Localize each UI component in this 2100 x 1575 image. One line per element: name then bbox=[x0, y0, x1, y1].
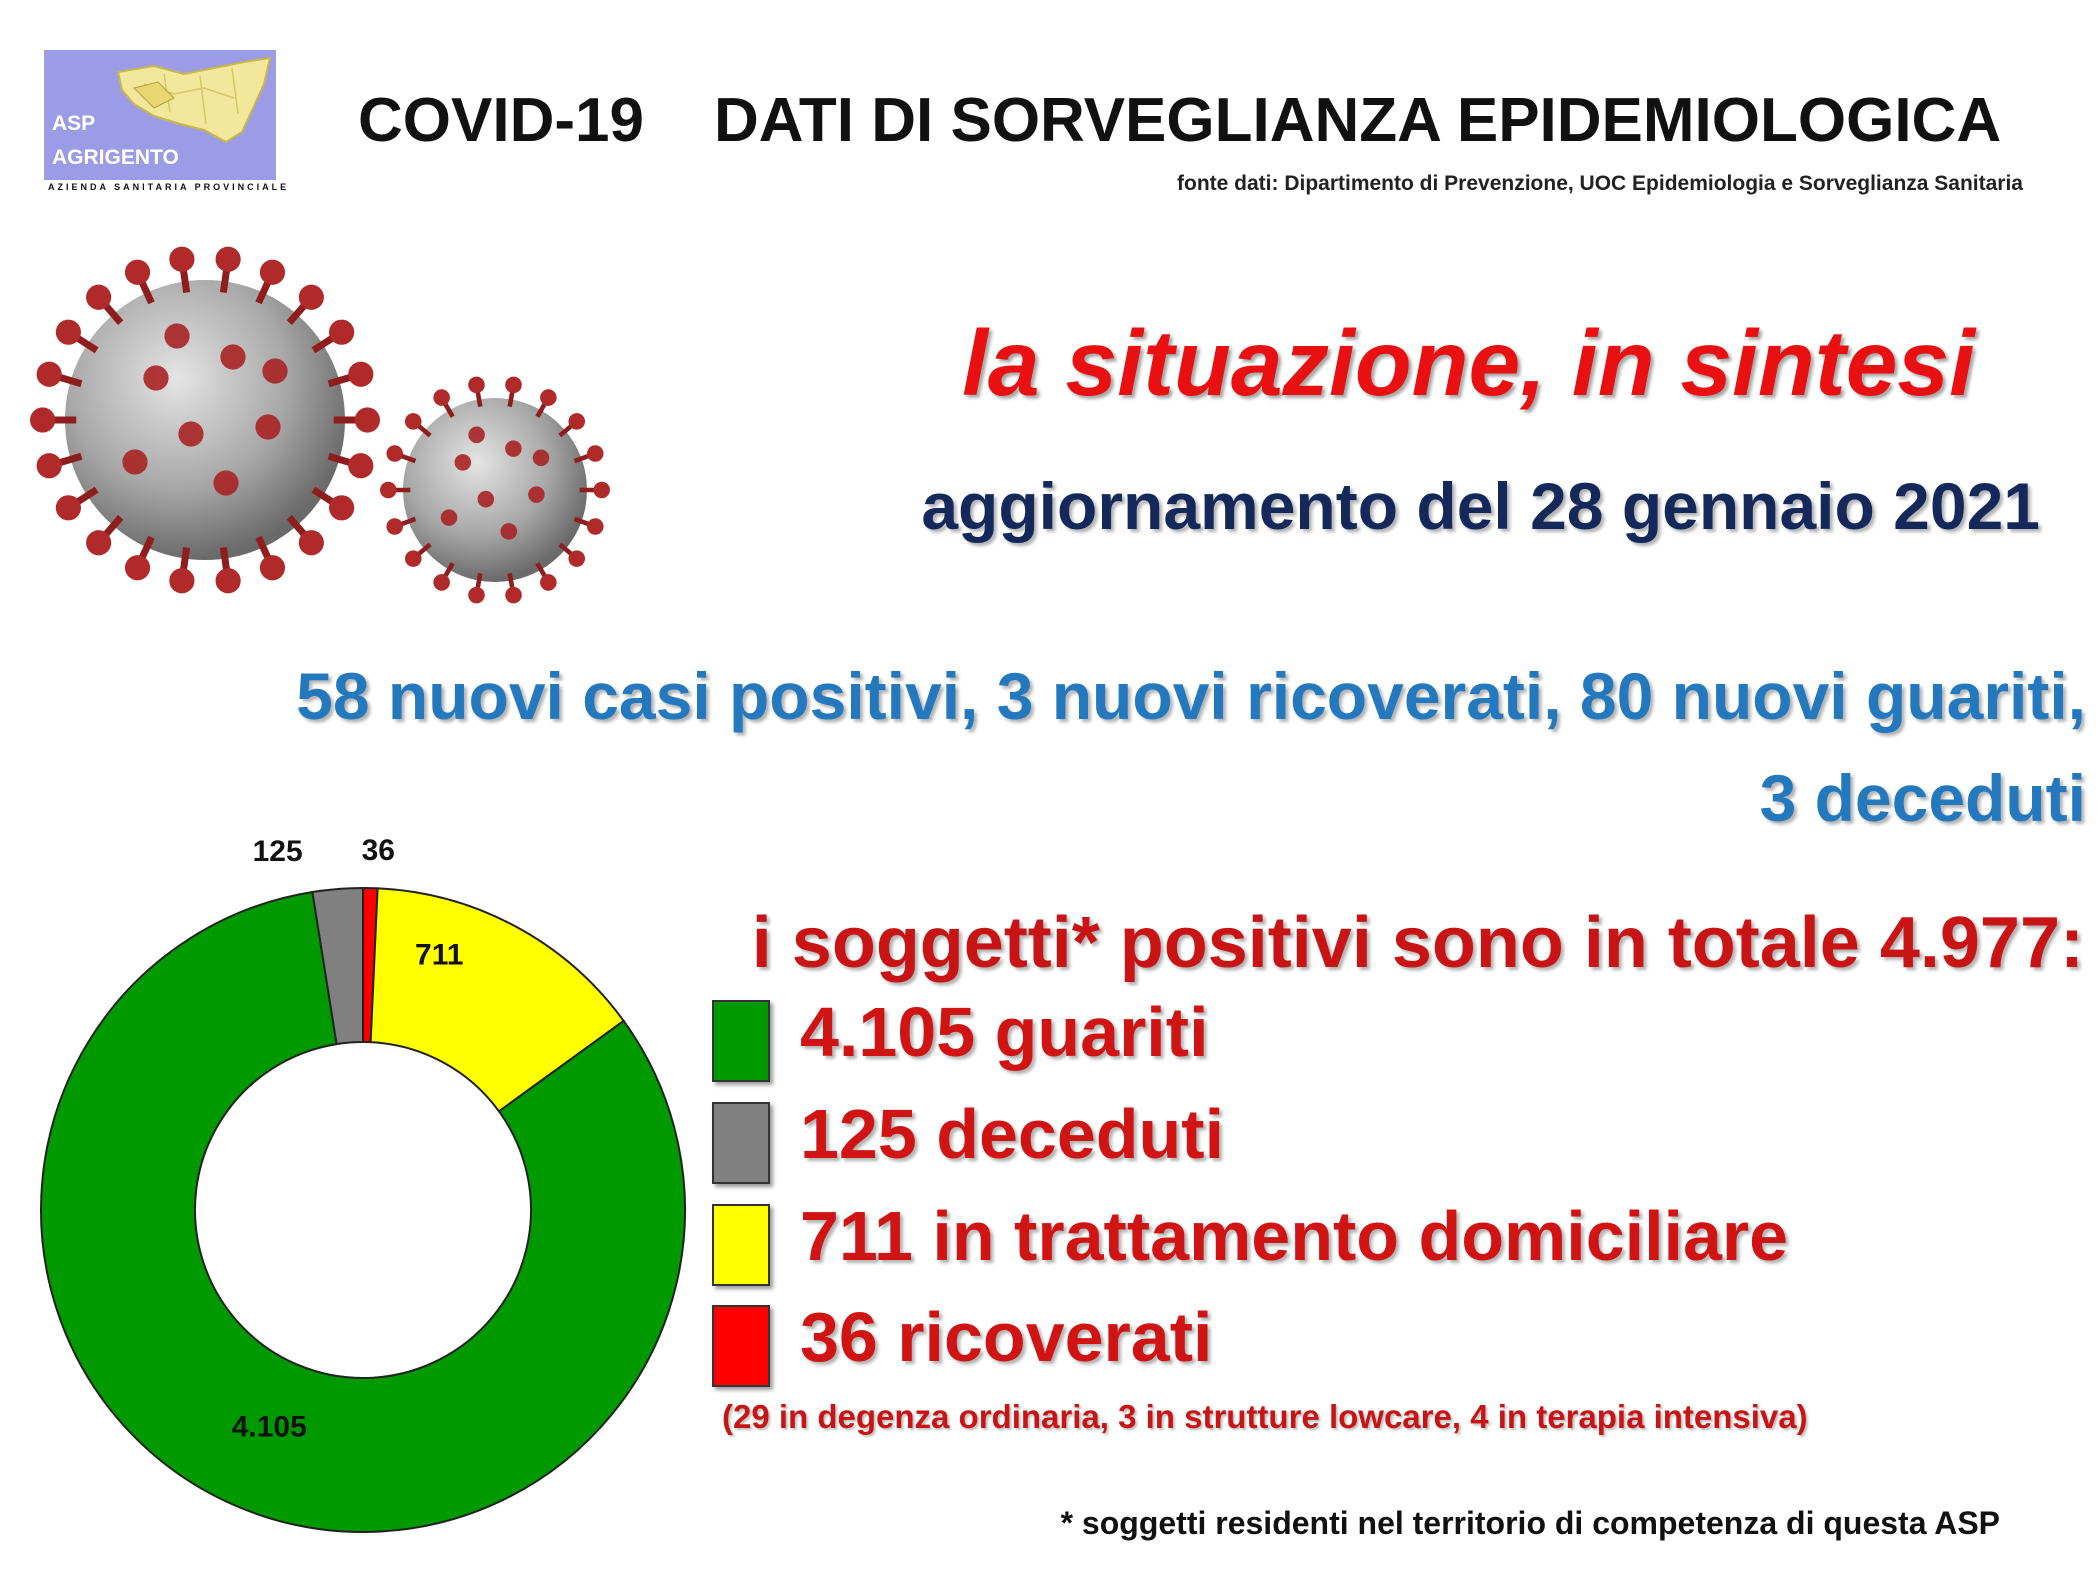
update-date: aggiornamento del 28 gennaio 2021 bbox=[921, 469, 2040, 543]
legend-label-ricoverati: 36 ricoverati bbox=[800, 1298, 1213, 1376]
logo-line2: AGRIGENTO bbox=[52, 146, 179, 169]
logo-subtitle: AZIENDA SANITARIA PROVINCIALE bbox=[48, 182, 290, 192]
virus-illustration bbox=[30, 220, 630, 610]
sicily-map-icon bbox=[114, 54, 274, 146]
daily-summary-line2: 3 deceduti bbox=[1759, 761, 2086, 835]
donut-chart bbox=[0, 820, 700, 1540]
logo-box bbox=[44, 50, 276, 180]
total-positives: i soggetti* positivi sono in totale 4.977: bbox=[751, 903, 2084, 983]
asp-logo bbox=[44, 50, 290, 198]
legend-swatch-ricoverati bbox=[712, 1305, 770, 1387]
legend-swatch-deceduti bbox=[712, 1102, 770, 1184]
legend-label-guariti: 4.105 guariti bbox=[800, 993, 1209, 1071]
legend-swatch-domiciliare bbox=[712, 1204, 770, 1286]
title-covid: COVID-19 bbox=[358, 86, 644, 155]
daily-summary-line1: 58 nuovi casi positivi, 3 nuovi ricoverati, 80 nuovi guariti, bbox=[296, 659, 2086, 733]
footnote: * soggetti residenti nel territorio di competenza di questa ASP bbox=[1060, 1505, 2000, 1541]
donut-label-guariti: 4.105 bbox=[231, 1410, 307, 1444]
donut-label-domiciliare: 711 bbox=[415, 938, 464, 972]
virus-small-icon bbox=[380, 377, 610, 604]
legend-label-domiciliare: 711 in trattamento domiciliare bbox=[800, 1197, 1789, 1275]
title-main: DATI DI SORVEGLIANZA EPIDEMIOLOGICA bbox=[713, 86, 2002, 155]
virus-large-icon bbox=[30, 247, 380, 594]
ricoverati-detail: (29 in degenza ordinaria, 3 in strutture lowcare, 4 in terapia intensiva) bbox=[722, 1398, 1808, 1435]
page-title bbox=[358, 85, 2001, 156]
donut-label-ricoverati: 36 bbox=[361, 834, 396, 868]
legend-label-deceduti: 125 deceduti bbox=[800, 1095, 1225, 1173]
headline: la situazione, in sintesi bbox=[962, 311, 1975, 415]
legend-swatch-guariti bbox=[712, 1000, 770, 1082]
source-note: fonte dati: Dipartimento di Prevenzione, UOC Epidemiologia e Sorveglianza Sanitaria bbox=[1177, 172, 2023, 195]
logo-line1: ASP bbox=[52, 112, 96, 135]
donut-label-deceduti: 125 bbox=[252, 835, 303, 869]
